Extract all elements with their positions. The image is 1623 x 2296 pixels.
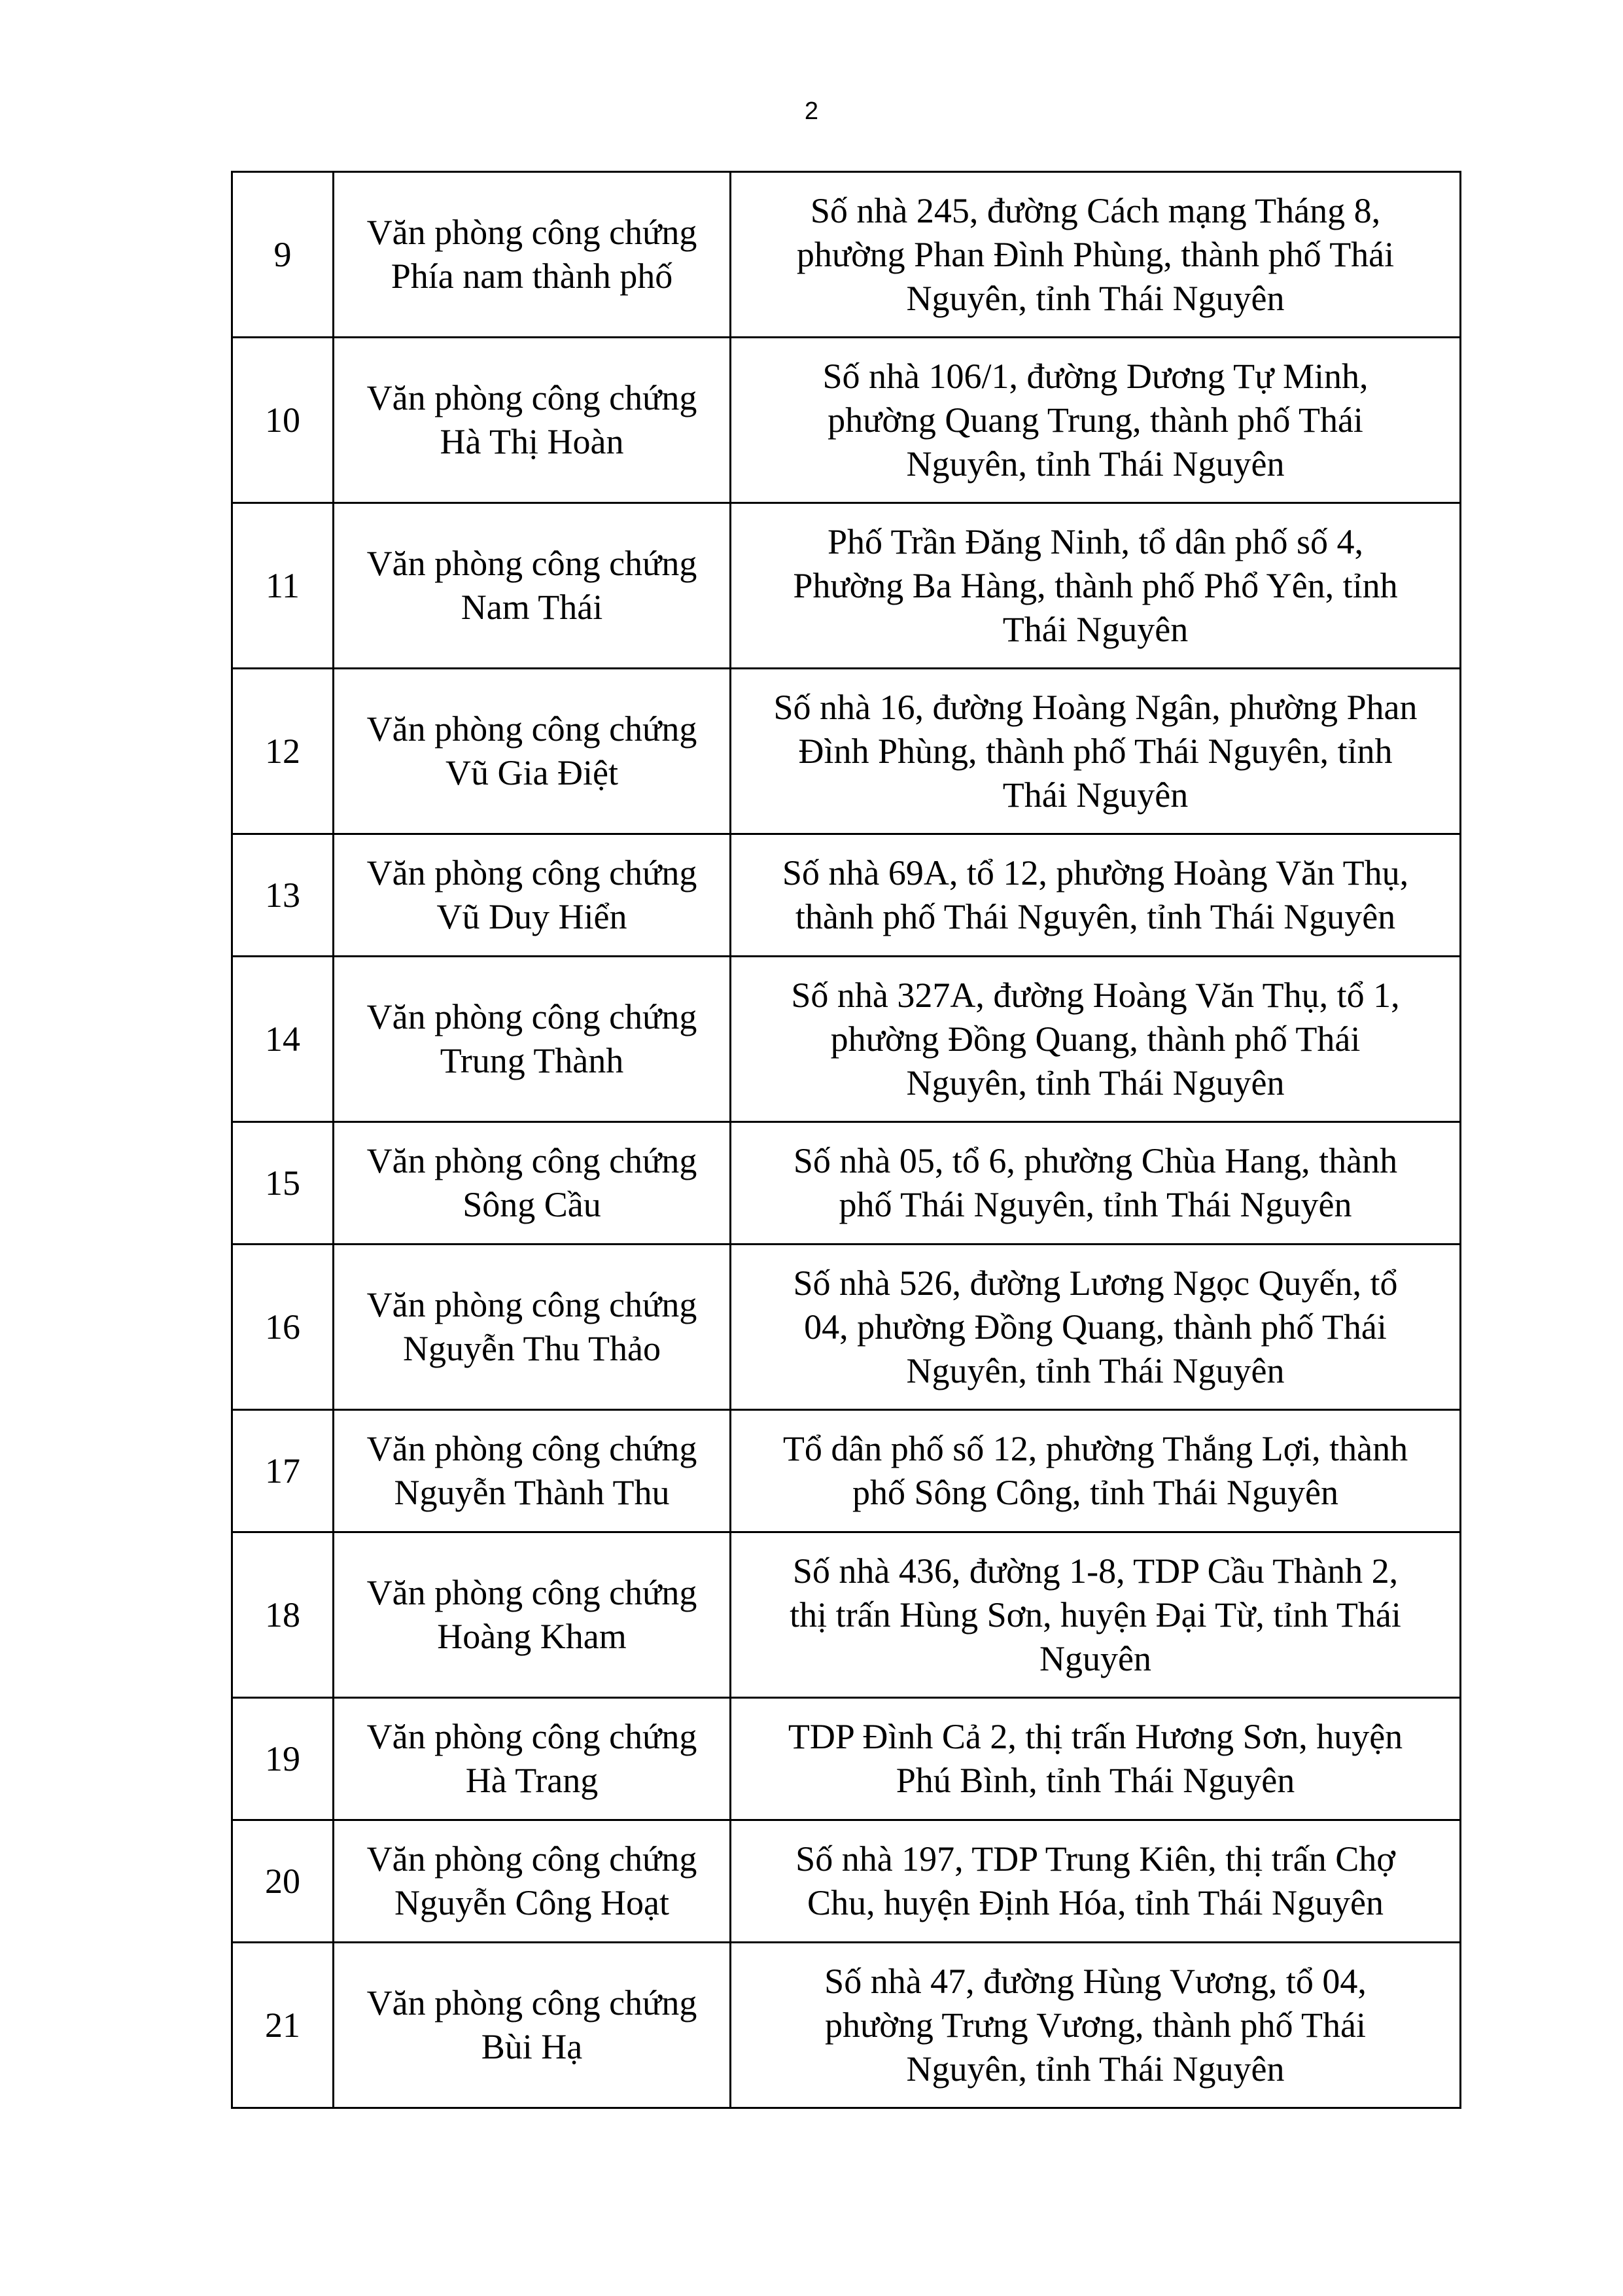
- row-number-cell: [232, 1122, 334, 1245]
- office-name-line: Hà Trang: [465, 1761, 599, 1800]
- row-number-cell: [232, 503, 334, 669]
- address-cell: [731, 503, 1461, 669]
- address-line: thị trấn Hùng Sơn, huyện Đại Từ, tỉnh Thái: [790, 1595, 1401, 1634]
- address-line: Phường Ba Hàng, thành phố Phổ Yên, tỉnh: [793, 565, 1398, 605]
- row-number-cell: [232, 338, 334, 503]
- office-name-cell: [334, 1820, 731, 1943]
- address-line: Số nhà 106/1, đường Dương Tự Minh,: [822, 356, 1369, 396]
- office-name-line: Vũ Duy Hiển: [436, 897, 627, 936]
- address-line: phường Quang Trung, thành phố Thái: [828, 400, 1363, 440]
- address-line: Số nhà 245, đường Cách mạng Tháng 8,: [810, 190, 1381, 230]
- row-number: 11: [266, 565, 300, 605]
- office-name-line: Nguyễn Công Hoạt: [394, 1883, 669, 1922]
- address-cell: [731, 1245, 1461, 1410]
- office-name-cell: [334, 1245, 731, 1410]
- table-row: [232, 1410, 1461, 1532]
- address-cell: [731, 1820, 1461, 1943]
- address-line: Số nhà 197, TDP Trung Kiên, thị trấn Chợ: [795, 1839, 1395, 1879]
- address-line: phố Sông Công, tỉnh Thái Nguyên: [852, 1473, 1338, 1512]
- table-row: [232, 1698, 1461, 1820]
- address-cell: [731, 1943, 1461, 2108]
- office-name-line: Văn phòng công chứng: [366, 997, 697, 1036]
- row-number: 20: [265, 1861, 300, 1901]
- row-number-cell: [232, 172, 334, 338]
- row-number-cell: [232, 1820, 334, 1943]
- table-row: [232, 1943, 1461, 2108]
- address-line: phường Phan Đình Phùng, thành phố Thái: [796, 234, 1395, 274]
- row-number-cell: [232, 1698, 334, 1820]
- address-line: phường Đồng Quang, thành phố Thái: [830, 1019, 1361, 1059]
- address-line: Số nhà 526, đường Lương Ngọc Quyến, tổ: [793, 1263, 1398, 1303]
- row-number: 16: [265, 1307, 300, 1347]
- row-number: 17: [265, 1451, 300, 1491]
- row-number: 14: [265, 1019, 300, 1059]
- office-name-line: Văn phòng công chứng: [366, 1141, 697, 1180]
- office-name-cell: [334, 503, 731, 669]
- office-name-cell: [334, 1122, 731, 1245]
- office-name-cell: [334, 669, 731, 834]
- office-name-line: Nguyễn Thành Thu: [394, 1473, 670, 1512]
- office-name-cell: [334, 1943, 731, 2108]
- office-name-line: Văn phòng công chứng: [366, 1573, 697, 1612]
- office-name-line: Văn phòng công chứng: [366, 1717, 697, 1756]
- office-name-cell: [334, 1532, 731, 1698]
- notary-office-table: [231, 171, 1461, 2109]
- address-line: Nguyên, tỉnh Thái Nguyên: [906, 2049, 1285, 2089]
- table-row: [232, 834, 1461, 957]
- row-number: 19: [265, 1739, 300, 1778]
- row-number: 9: [273, 234, 292, 274]
- table-row: [232, 669, 1461, 834]
- office-name-cell: [334, 1410, 731, 1532]
- address-line: Tổ dân phố số 12, phường Thắng Lợi, thành: [782, 1429, 1408, 1468]
- office-name-cell: [334, 834, 731, 957]
- row-number-cell: [232, 1532, 334, 1698]
- row-number: 12: [265, 731, 300, 771]
- office-name-line: Sông Cầu: [462, 1185, 601, 1224]
- table-row: [232, 957, 1461, 1122]
- address-line: Nguyên, tỉnh Thái Nguyên: [906, 278, 1285, 318]
- table-row: [232, 1245, 1461, 1410]
- office-name-cell: [334, 172, 731, 338]
- address-cell: [731, 834, 1461, 957]
- address-cell: [731, 1532, 1461, 1698]
- office-name-line: Văn phòng công chứng: [366, 378, 697, 417]
- office-name-line: Vũ Gia Điệt: [445, 753, 618, 792]
- address-line: Số nhà 47, đường Hùng Vương, tổ 04,: [824, 1961, 1367, 2001]
- table-row: [232, 1532, 1461, 1698]
- row-number: 21: [265, 2005, 300, 2045]
- row-number-cell: [232, 1410, 334, 1532]
- address-line: thành phố Thái Nguyên, tỉnh Thái Nguyên: [795, 897, 1396, 936]
- office-name-line: Văn phòng công chứng: [366, 709, 697, 749]
- office-name-line: Nam Thái: [461, 588, 603, 627]
- address-line: Đình Phùng, thành phố Thái Nguyên, tỉnh: [798, 731, 1393, 771]
- address-cell: [731, 1122, 1461, 1245]
- address-line: Chu, huyện Định Hóa, tỉnh Thái Nguyên: [807, 1883, 1384, 1922]
- table-row: [232, 503, 1461, 669]
- page-number: 2: [804, 97, 819, 125]
- row-number: 15: [265, 1163, 300, 1203]
- address-line: Số nhà 05, tổ 6, phường Chùa Hang, thành: [793, 1141, 1398, 1180]
- row-number-cell: [232, 669, 334, 834]
- address-line: Thái Nguyên: [1002, 775, 1189, 815]
- office-name-line: Văn phòng công chứng: [366, 213, 697, 252]
- office-name-cell: [334, 1698, 731, 1820]
- office-name-line: Văn phòng công chứng: [366, 1983, 697, 2022]
- table-row: [232, 172, 1461, 338]
- table-row: [232, 338, 1461, 503]
- address-line: Phố Trần Đăng Ninh, tổ dân phố số 4,: [827, 521, 1364, 561]
- address-line: 04, phường Đồng Quang, thành phố Thái: [804, 1307, 1387, 1347]
- row-number-cell: [232, 1245, 334, 1410]
- address-line: Nguyên: [1039, 1638, 1151, 1678]
- office-name-cell: [334, 957, 731, 1122]
- address-line: Nguyên, tỉnh Thái Nguyên: [906, 444, 1285, 484]
- office-name-line: Văn phòng công chứng: [366, 544, 697, 583]
- address-line: Số nhà 436, đường 1-8, TDP Cầu Thành 2,: [792, 1551, 1399, 1591]
- address-line: Số nhà 69A, tổ 12, phường Hoàng Văn Thụ,: [782, 853, 1409, 892]
- office-name-line: Văn phòng công chứng: [366, 1285, 697, 1324]
- office-name-line: Trung Thành: [440, 1041, 624, 1080]
- address-line: phường Trưng Vương, thành phố Thái: [825, 2005, 1366, 2045]
- address-cell: [731, 172, 1461, 338]
- office-name-line: Phía nam thành phố: [391, 256, 673, 296]
- row-number-cell: [232, 1943, 334, 2108]
- table-row: [232, 1122, 1461, 1245]
- address-line: TDP Đình Cả 2, thị trấn Hương Sơn, huyện: [788, 1717, 1403, 1756]
- row-number: 10: [265, 400, 300, 440]
- address-cell: [731, 669, 1461, 834]
- address-cell: [731, 338, 1461, 503]
- office-name-line: Bùi Hạ: [481, 2027, 583, 2066]
- row-number: 18: [265, 1595, 300, 1634]
- row-number-cell: [232, 957, 334, 1122]
- address-line: Phú Bình, tỉnh Thái Nguyên: [896, 1761, 1295, 1800]
- office-name-line: Hà Thị Hoàn: [440, 422, 624, 461]
- address-line: Số nhà 327A, đường Hoàng Văn Thụ, tổ 1,: [791, 975, 1400, 1015]
- address-line: Nguyên, tỉnh Thái Nguyên: [906, 1063, 1285, 1103]
- office-name-cell: [334, 338, 731, 503]
- office-name-line: Văn phòng công chứng: [366, 853, 697, 892]
- row-number: 13: [265, 875, 300, 915]
- address-line: phố Thái Nguyên, tỉnh Thái Nguyên: [839, 1185, 1352, 1224]
- address-line: Nguyên, tỉnh Thái Nguyên: [906, 1351, 1285, 1390]
- address-cell: [731, 957, 1461, 1122]
- table-row: [232, 1820, 1461, 1943]
- row-number-cell: [232, 834, 334, 957]
- office-name-line: Văn phòng công chứng: [366, 1429, 697, 1468]
- address-line: Thái Nguyên: [1002, 609, 1189, 649]
- address-cell: [731, 1410, 1461, 1532]
- office-name-line: Văn phòng công chứng: [366, 1839, 697, 1879]
- office-name-line: Hoàng Kham: [437, 1617, 627, 1656]
- office-name-line: Nguyễn Thu Thảo: [403, 1329, 661, 1368]
- address-line: Số nhà 16, đường Hoàng Ngân, phường Phan: [773, 687, 1418, 727]
- address-cell: [731, 1698, 1461, 1820]
